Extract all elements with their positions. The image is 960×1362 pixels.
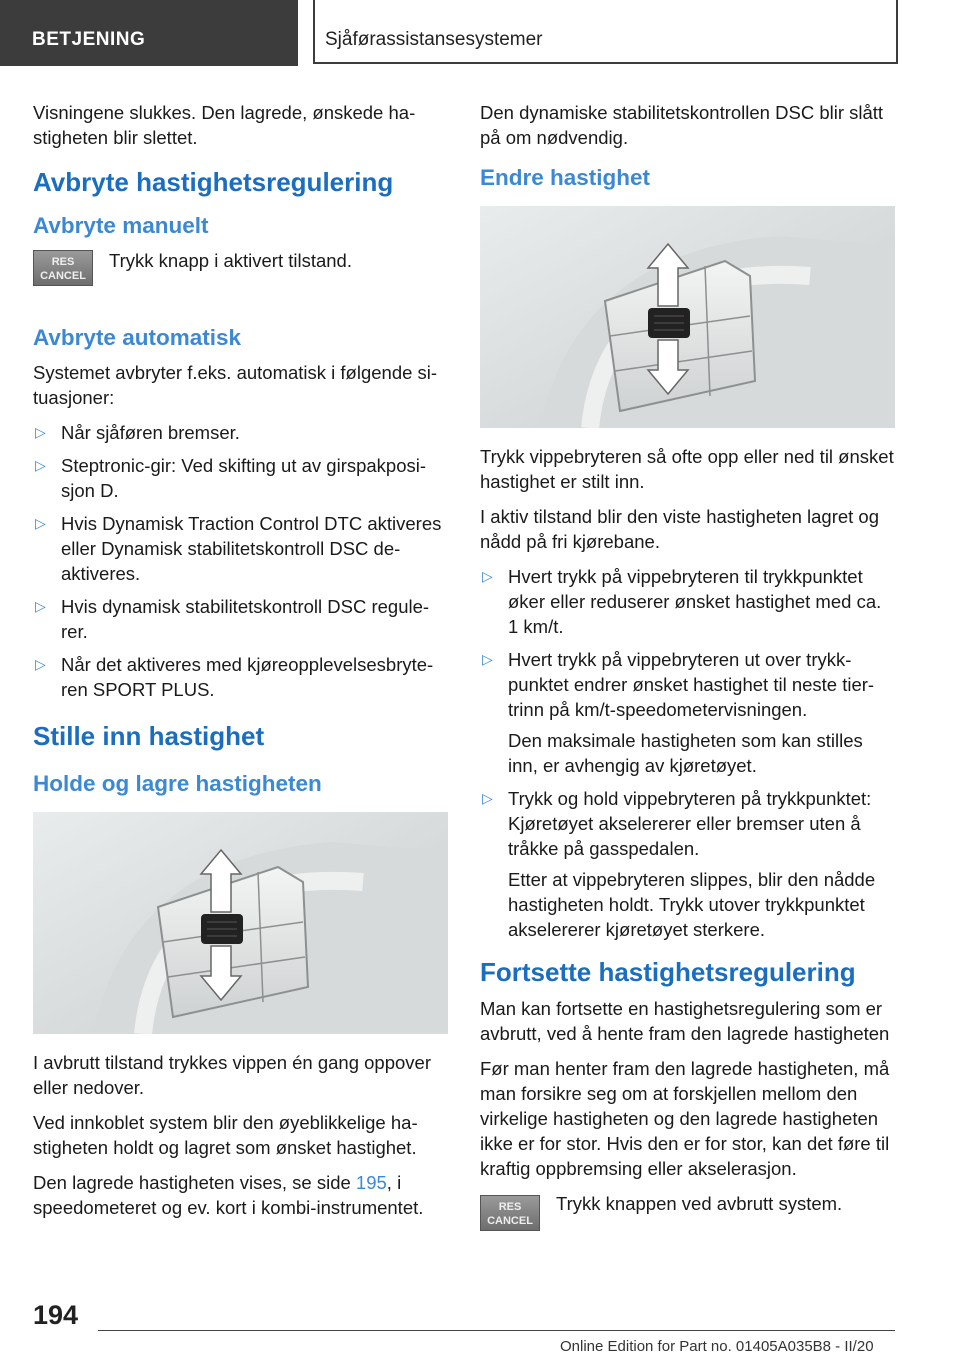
hold-text-b: , i speedometeret og ev. kort i kombi-instrumentet.: [33, 1172, 424, 1218]
page-header: [0, 0, 960, 66]
hold-paragraph-3: [33, 1170, 448, 1220]
left-column: [33, 100, 448, 1230]
edition-note: Online Edition for Part no. 01405A035B8 - II/20: [560, 1338, 874, 1355]
footer-divider: [98, 1330, 895, 1331]
auto-list: [33, 420, 448, 702]
heading-set-speed: Stille inn hastighet: [33, 721, 265, 751]
list-item: [33, 652, 448, 702]
bullet-arrow-icon: ▷: [482, 568, 493, 584]
res-cancel-row: [33, 248, 448, 312]
list-item-text: Hvert trykk på vippebryteren til trykkpunktet øker eller reduserer ønsket hastighet med ca. 1 km/t.: [508, 566, 882, 637]
list-item: [33, 420, 448, 445]
bullet-arrow-icon: ▷: [35, 598, 46, 614]
list-item-subtext: Etter at vippebryteren slippes, blir den nådde hastigheten holdt. Trykk utover trykkpunktet akselererer kjøretøyet sterkere.: [508, 869, 876, 940]
heading-auto: Avbryte automatisk: [33, 325, 241, 350]
bullet-arrow-icon: ▷: [35, 424, 46, 440]
chapter-tab: [313, 0, 898, 64]
hold-paragraph-2: Ved innkoblet system blir den øyeblikkelige hastigheten holdt og lagret som ønsket hastighet.: [33, 1112, 418, 1158]
bullet-arrow-icon: ▷: [482, 651, 493, 667]
list-item: [480, 786, 895, 942]
list-item: [33, 453, 448, 503]
resume-button-text: Trykk knappen ved avbrutt system.: [556, 1193, 843, 1214]
res-cancel-row-2: [480, 1191, 895, 1255]
list-item-text: Trykk og hold vippebryteren på trykkpunktet: Kjøretøyet akselererer eller bremser uten å tråkke på gasspedalen.: [508, 788, 872, 859]
bullet-arrow-icon: ▷: [35, 457, 46, 473]
bullet-arrow-icon: ▷: [35, 656, 46, 672]
heading-resume: Fortsette hastighetsregulering: [480, 957, 856, 987]
list-item-text: Når sjåføren bremser.: [61, 422, 240, 443]
res-cancel-button-icon: [33, 250, 93, 286]
dsc-paragraph: Den dynamiske stabilitetskontrollen DSC blir slått på om nødvendig.: [480, 102, 884, 148]
auto-text: Systemet avbryter f.eks. automatisk i følgende situasjoner:: [33, 362, 438, 408]
btn-label-res: RES: [51, 256, 75, 268]
list-item-text: Steptronic-gir: Ved skifting ut av girspakposisjon D.: [61, 455, 427, 501]
change-list: [480, 564, 895, 942]
heading-manual: Avbryte manuelt: [33, 213, 209, 238]
hold-text-a: Den lagrede hastigheten vises, se side: [33, 1172, 356, 1193]
steering-wheel-rocker-image: [33, 812, 448, 1034]
list-item-text: Når det aktiveres med kjøreopplevelsesbryteren SPORT PLUS.: [61, 654, 434, 700]
btn-label-cancel: CANCEL: [40, 270, 86, 282]
page-number: 194: [33, 1300, 79, 1330]
heading-cancel: Avbryte hastighetsregulering: [33, 167, 394, 197]
hold-paragraph-1: I avbrutt tilstand trykkes vippen én gang oppover eller nedover.: [33, 1052, 431, 1098]
heading-hold-speed: Holde og lagre hastigheten: [33, 771, 322, 796]
list-item: [480, 564, 895, 639]
change-paragraph-2: I aktiv tilstand blir den viste hastigheten lagret og nådd på fri kjørebane.: [480, 506, 880, 552]
list-item-subtext: Den maksimale hastigheten som kan stilles inn, er avhengig av kjøretøyet.: [508, 730, 863, 776]
heading-change-speed: Endre hastighet: [480, 165, 651, 190]
resume-paragraph-2: Før man henter fram den lagrede hastigheten, må man forsikre seg om at forskjellen mellom den virkelige hastigheten og den lagrede hastigheten ikke er for stor. Hvis den er for stor, kan det føre til kraftig oppbremsing eller akselerasjon.: [480, 1058, 890, 1179]
page-link-195[interactable]: 195: [355, 1172, 387, 1193]
list-item-text: Hvert trykk på vippebryteren ut over trykkpunktet endrer ønsket hastighet til neste tiertrinn på km/t-speedometervisningen.: [508, 649, 875, 720]
res-cancel-button-icon-2: [480, 1195, 540, 1231]
intro-paragraph: Visningene slukkes. Den lagrede, ønskede hastigheten blir slettet.: [33, 102, 416, 148]
list-item: [33, 594, 448, 644]
chapter-title: Sjåførassistansesystemer: [325, 29, 543, 50]
list-item-text: Hvis Dynamisk Traction Control DTC aktiveres eller Dynamisk stabilitetskontroll DSC deaktiveres.: [61, 513, 442, 584]
section-tab: [0, 0, 298, 66]
list-item: [480, 647, 895, 778]
list-item: [33, 511, 448, 586]
bullet-arrow-icon: ▷: [35, 515, 46, 531]
steering-wheel-rocker-image-2: [480, 206, 895, 428]
change-paragraph-1: Trykk vippebryteren så ofte opp eller ned til ønsket hastighet er stilt inn.: [480, 446, 894, 492]
right-column: [480, 100, 895, 1267]
resume-paragraph-1: Man kan fortsette en hastighetsregulering som er avbrutt, ved å hente fram den lagrede hastigheten: [480, 998, 890, 1044]
list-item-text: Hvis dynamisk stabilitetskontroll DSC regulerer.: [61, 596, 430, 642]
btn-label-cancel: CANCEL: [487, 1215, 533, 1227]
manual-text: Trykk knapp i aktivert tilstand.: [109, 250, 352, 271]
btn-label-res: RES: [498, 1201, 522, 1213]
bullet-arrow-icon: ▷: [482, 790, 493, 806]
section-title: BETJENING: [32, 29, 146, 50]
